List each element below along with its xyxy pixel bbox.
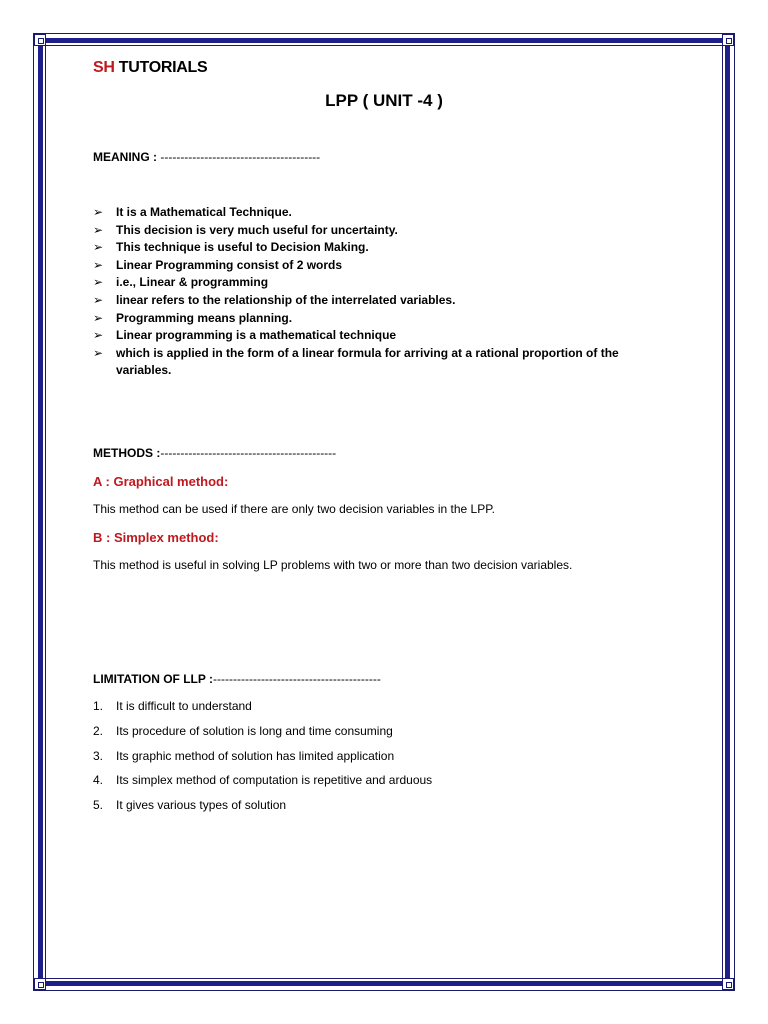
meaning-bullet-item [93,274,653,292]
simplex-method-title: B : Simplex method: [93,530,219,545]
meaning-heading [93,150,320,164]
arrowhead-bullet-icon: ➢ [93,205,104,219]
methods-label: METHODS : [93,446,161,460]
meaning-bullet-item [93,327,653,345]
meaning-bullet-item [93,345,653,380]
meaning-bullet-text: It is a Mathematical Technique. [116,205,292,219]
limitation-label: LIMITATION OF LLP : [93,672,213,686]
meaning-bullet-text: Linear Programming consist of 2 words [116,257,343,272]
meaning-bullet-item [93,292,653,310]
brand-tutorials: TUTORIALS [118,59,208,76]
meaning-bullet-item [93,239,653,257]
limitation-number: 1. [93,699,104,713]
meaning-bullet-text: which is applied in the form of a linear formula for arriving at a rational proportion of the variables. [116,345,619,378]
arrowhead-bullet-icon: ➢ [93,345,104,360]
limitation-text: Its simplex method of computation is repetitive and arduous [116,773,433,788]
limitation-number: 3. [93,748,104,763]
brand-sh: SH [93,59,115,76]
meaning-bullet-text: This technique is useful to Decision Making. [116,240,369,255]
methods-heading [93,446,336,460]
border-corner-ornament [34,978,46,990]
limitation-list [93,699,432,823]
limitation-item [93,749,432,774]
brand-logo [93,59,207,77]
arrowhead-bullet-icon: ➢ [93,275,104,290]
arrowhead-bullet-icon: ➢ [93,292,104,307]
border-corner-ornament [34,34,46,46]
meaning-bullet-item [93,222,653,240]
meaning-bullet-list [93,204,653,380]
limitation-item [93,773,432,798]
limitation-text: Its graphic method of solution has limited application [116,748,395,763]
graphical-method-title: A : Graphical method: [93,474,229,489]
arrowhead-bullet-icon: ➢ [93,310,104,325]
meaning-bullet-text: This decision is very much useful for uncertainty. [116,222,398,237]
limitation-text: It is difficult to understand [116,699,252,713]
meaning-bullet-text: Programming means planning. [116,310,293,325]
arrowhead-bullet-icon: ➢ [93,257,104,272]
meaning-dashes: ---------------------------------------- [157,150,321,164]
arrowhead-bullet-icon: ➢ [93,240,104,255]
arrowhead-bullet-icon: ➢ [93,222,104,237]
border-corner-ornament [722,34,734,46]
meaning-bullet-item [93,204,653,222]
meaning-bullet-text: Linear programming is a mathematical technique [116,328,397,343]
meaning-bullet-text: linear refers to the relationship of the interrelated variables. [116,292,456,307]
limitation-item [93,699,432,724]
simplex-method-text: This method is useful in solving LP problems with two or more than two decision variables. [93,558,573,572]
limitation-number: 5. [93,798,104,813]
border-corner-ornament [722,978,734,990]
limitation-text: It gives various types of solution [116,798,287,813]
graphical-method-text: This method can be used if there are only two decision variables in the LPP. [93,502,496,516]
meaning-bullet-text: i.e., Linear & programming [116,275,269,290]
limitation-item [93,798,432,823]
limitation-dashes: ------------------------------------------ [212,672,381,686]
limitation-text: Its procedure of solution is long and time consuming [116,723,393,738]
page-title: LPP ( UNIT -4 ) [325,91,443,110]
methods-dashes: -------------------------------------------- [160,446,337,460]
limitation-number: 2. [93,723,104,738]
meaning-label: MEANING : [93,150,157,164]
limitation-item [93,724,432,749]
meaning-bullet-item [93,310,653,328]
meaning-bullet-item [93,257,653,275]
limitation-number: 4. [93,773,104,788]
arrowhead-bullet-icon: ➢ [93,328,104,343]
limitation-heading [93,672,381,686]
